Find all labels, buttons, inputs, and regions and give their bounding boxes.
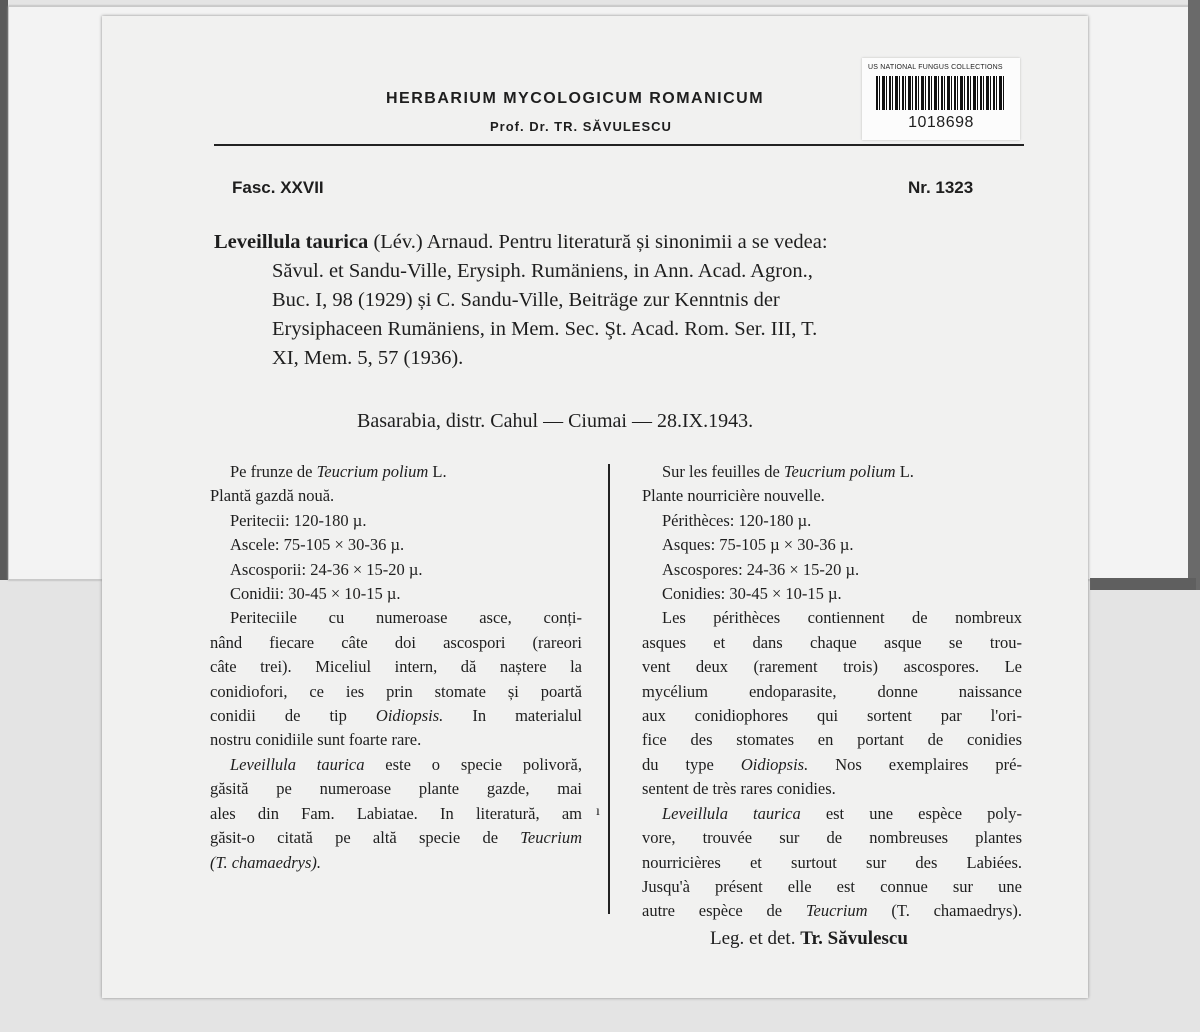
sheet-shadow	[1090, 578, 1196, 590]
ro-new-host: Plantă gazdă nouă.	[210, 486, 335, 506]
fr-p1-line: mycélium endoparasite, donne naissance	[642, 681, 1022, 701]
citation-line-2: Săvul. et Sandu-Ville, Erysiph. Rumäniens, in Ann. Acad. Agron.,	[272, 260, 813, 282]
fr-p2-line: Leveillula taurica est une espèce poly-	[662, 803, 1022, 823]
ro-p1-line: conidiofori, ce ies prin stomate și poartă	[210, 681, 582, 701]
fr-perithecia: Périthèces: 120-180 µ.	[662, 510, 812, 530]
fr-p1-line: sentent de très rares conidies.	[642, 779, 836, 799]
ro-p2-line: găsită pe numeroase plante gazde, mai	[210, 779, 582, 799]
column-divider	[608, 464, 610, 914]
specimen-label	[102, 16, 1088, 998]
barcode-icon	[876, 76, 1006, 110]
barcode-caption: US NATIONAL FUNGUS COLLECTIONS	[868, 64, 1003, 71]
ro-p1-line: nând fiecare câte doi ascospori (rareori	[210, 632, 582, 652]
fascicle-label: Fasc. XXVII	[232, 178, 324, 197]
herbarium-professor: Prof. Dr. TR. SĂVULESCU	[490, 119, 672, 134]
locality: Basarabia, distr. Cahul — Ciumai — 28.IX.1943.	[357, 410, 754, 432]
barcode-label	[862, 58, 1020, 140]
ro-conidii: Conidii: 30-45 × 10-15 µ.	[230, 584, 401, 604]
ro-ascosporii: Ascosporii: 24-36 × 15-20 µ.	[230, 559, 423, 579]
fr-p2-line: vore, trouvée sur de nombreuses plantes	[642, 828, 1022, 848]
fr-p2-line: nourricières et surtout sur des Labiées.	[642, 852, 1022, 872]
fr-p1-line: aux conidiophores qui sortent par l'ori-	[642, 706, 1022, 726]
ro-ascele: Ascele: 75-105 × 30-36 µ.	[230, 535, 405, 555]
scan-edge	[0, 0, 8, 580]
fr-asques: Asques: 75-105 µ × 30-36 µ.	[662, 535, 854, 555]
ro-p1-line: conidii de tip Oidiopsis. In materialul	[210, 706, 582, 726]
fr-p1-line: vent deux (rarement trois) ascospores. Le	[642, 657, 1022, 677]
divider-mark: ı	[596, 804, 600, 819]
fr-conidies: Conidies: 30-45 × 10-15 µ.	[662, 584, 842, 604]
species-citation	[214, 228, 1024, 373]
ro-p2-line: găsit-o citată pe altă specie de Teucrium	[210, 828, 582, 848]
fr-host: Sur les feuilles de Teucrium polium L.	[662, 462, 914, 481]
ro-peritecii: Peritecii: 120-180 µ.	[230, 510, 367, 530]
ro-p1-line: nostru conidiile sunt foarte rare.	[210, 730, 422, 750]
title-divider	[214, 144, 1024, 146]
fr-p1-line: asques et dans chaque asque se trou-	[642, 632, 1022, 652]
citation-line-3: Buc. I, 98 (1929) și C. Sandu-Ville, Beiträge zur Kenntnis der	[272, 289, 780, 311]
scan-edge-right	[1188, 0, 1200, 590]
herbarium-title: HERBARIUM MYCOLOGICUM ROMANICUM	[386, 90, 765, 107]
ro-p2-line: (T. chamaedrys).	[210, 852, 322, 872]
ro-p2-line: ales din Fam. Labiatae. In literatură, am	[210, 803, 582, 823]
ro-host: Pe frunze de Teucrium polium L.	[230, 462, 447, 481]
fr-p1-line: du type Oidiopsis. Nos exemplaires pré-	[642, 754, 1022, 774]
barcode-number: 1018698	[908, 114, 974, 131]
specimen-number: Nr. 1323	[908, 178, 974, 197]
citation-line-1: (Lév.) Arnaud. Pentru literatură și sinonimii a se vedea:	[368, 231, 828, 253]
ro-p1-line: Periteciile cu numeroase asce, conți-	[230, 608, 582, 628]
romanian-description	[210, 460, 582, 875]
french-description	[642, 460, 1022, 924]
ro-p1-line: câte trei). Miceliul intern, dă naștere la	[210, 657, 582, 677]
fr-p2-line: autre espèce de Teucrium (T. chamaedrys).	[642, 901, 1023, 921]
species-name: Leveillula taurica	[214, 231, 369, 253]
fr-new-host: Plante nourricière nouvelle.	[642, 486, 825, 506]
fr-ascospores: Ascospores: 24-36 × 15-20 µ.	[662, 559, 860, 579]
collector: Leg. et det. Tr. Săvulescu	[710, 928, 908, 949]
citation-line-4: Erysiphaceen Rumäniens, in Mem. Sec. Şt. Acad. Rom. Ser. III, T.	[272, 318, 818, 340]
fr-p2-line: Jusqu'à présent elle est connue sur une	[642, 876, 1022, 896]
ro-p2-line: Leveillula taurica este o specie polivoră,	[230, 754, 582, 774]
fr-p1-line: fice des stomates en portant de conidies	[642, 730, 1022, 750]
citation-line-5: XI, Mem. 5, 57 (1936).	[272, 347, 464, 369]
fr-p1-line: Les périthèces contiennent de nombreux	[662, 608, 1022, 628]
